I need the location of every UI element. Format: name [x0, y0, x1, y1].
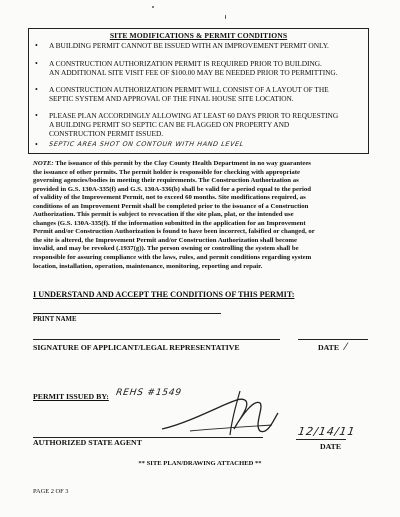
date-line[interactable]	[298, 339, 368, 340]
authorized-agent-label: AUTHORIZED STATE AGENT	[33, 438, 142, 447]
page-number: PAGE 2 OF 3	[33, 488, 69, 495]
signature-line[interactable]	[33, 339, 280, 340]
condition-line: A CONSTRUCTION AUTHORIZATION PERMIT WILL CONSIST OF A LAYOUT OF THE	[49, 85, 329, 94]
note-line: of validity of the Improvement Permit, not to exceed 60 months. Site modifications required, as	[33, 194, 306, 202]
note-line: changes (G.S. 130A-335(f). If the information submitted in the application for an Improvement	[33, 219, 306, 227]
signature-label: SIGNATURE OF APPLICANT/LEGAL REPRESENTATIVE	[33, 343, 240, 352]
attachment-note: ** SITE PLAN/DRAWING ATTACHED **	[138, 460, 262, 467]
note-line: Authorization. This permit is subject to revocation if the site plan, plat, or the intended use	[33, 211, 294, 219]
note-line: Permit and/or Construction Authorization is found to have been incorrect, falsified or changed, or	[33, 228, 315, 236]
condition-line: A BUILDING PERMIT CANNOT BE ISSUED WITH AN IMPROVEMENT PERMIT ONLY.	[49, 41, 329, 50]
scan-speck	[152, 6, 154, 8]
note-line: the site is altered, the Improvement Permit and/or Construction Authorization shall become	[33, 236, 297, 244]
bullet-icon: •	[35, 140, 38, 149]
date-label: DATE	[318, 343, 340, 352]
permit-issued-by-label: PERMIT ISSUED BY:	[33, 392, 109, 401]
issuance-date-value: 12/14/11	[297, 425, 357, 438]
issuance-date-label: DATE	[320, 442, 342, 451]
condition-line: SEPTIC SYSTEM AND APPROVAL OF THE FINAL HOUSE SITE LOCATION.	[49, 94, 294, 103]
print-name-line[interactable]	[33, 313, 221, 314]
bullet-icon: •	[35, 111, 38, 120]
note-line: location, installation, operation, maintenance, monitoring, reporting and repair.	[33, 262, 263, 270]
acceptance-heading: I UNDERSTAND AND ACCEPT THE CONDITIONS OF THIS PERMIT:	[33, 290, 295, 299]
handwritten-note: SEPTIC AREA SHOT ON CONTOUR WITH HAND LEVEL	[48, 140, 245, 148]
bullet-icon: •	[35, 85, 38, 94]
conditions-title: SITE MODIFICATIONS & PERMIT CONDITIONS	[109, 31, 288, 40]
condition-line: CONSTRUCTION PERMIT ISSUED.	[49, 129, 164, 138]
bullet-icon: •	[35, 59, 38, 68]
note-text: The issuance of this permit by the Clay County Health Department in no way guarantees	[53, 160, 311, 167]
condition-line: A BUILDING PERMIT SO SEPTIC CAN BE FLAGGED ON PROPERTY AND	[49, 120, 290, 129]
inspector-signature	[150, 385, 290, 445]
permit-issued-by-value: REHS #1549	[115, 388, 183, 398]
note-line	[33, 160, 373, 169]
note-line: conditions of an Improvement Permit shall be completed prior to the issuance of a Construction	[33, 202, 309, 210]
conditions-box	[28, 28, 369, 154]
issuance-date-line[interactable]	[296, 439, 346, 440]
note-line: the issuance of other permits. The permit holder is responsible for checking with appropriate	[33, 168, 301, 176]
scan-speck	[225, 15, 226, 19]
bullet-icon: •	[35, 41, 38, 50]
note-line: governing agencies/bodies in meeting their requirements. The Construction Authorization as	[33, 177, 299, 185]
note-line: invalid, and may be revoked (.1937(g)). The person owning or controlling the system shall be	[33, 245, 299, 253]
condition-line: AN ADDITIONAL SITE VISIT FEE OF $100.00 MAY BE NEEDED PRIOR TO PERMITTING.	[49, 68, 338, 77]
note-line: provided in G.S. 130A-335(f) and G.S. 130A-336(b) shall be valid for a period equal to the period	[33, 185, 312, 193]
note-label: NOTE:	[33, 160, 54, 167]
date-slash: /	[343, 342, 349, 352]
condition-line: A CONSTRUCTION AUTHORIZATION PERMIT IS REQUIRED PRIOR TO BUILDING.	[49, 59, 322, 68]
note-line: responsible for assuring compliance with the laws, rules, and permit conditions regarding system	[33, 254, 312, 262]
note-paragraph	[33, 160, 373, 271]
condition-line: PLEASE PLAN ACCORDINGLY ALLOWING AT LEAST 60 DAYS PRIOR TO REQUESTING	[49, 111, 339, 120]
print-name-label: PRINT NAME	[33, 316, 77, 323]
